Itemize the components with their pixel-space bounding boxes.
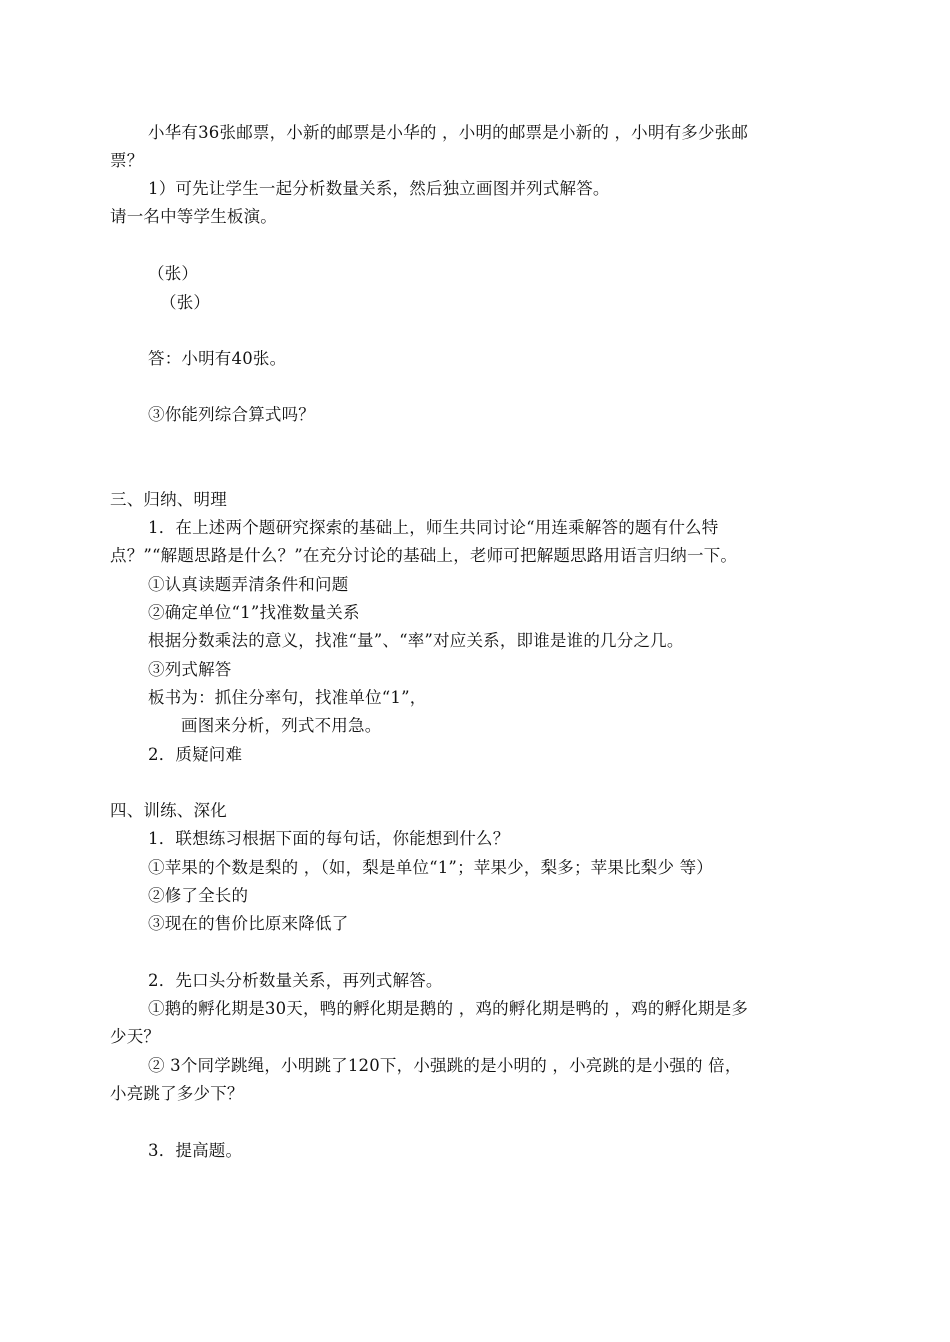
association-item-2: ②修了全长的 (148, 886, 249, 905)
hatching-problem-line-2: 少天？ (110, 1027, 161, 1046)
jump-rope-problem-line-1: ② 3个同学跳绳，小明跳了120下，小强跳的是小明的 ，小亮跳的是小强的 倍， (148, 1056, 742, 1075)
fraction-meaning-text: 根据分数乘法的意义，找准“量”、“率”对应关系，即谁是谁的几分之几。 (148, 631, 684, 650)
association-item-3: ③现在的售价比原来降低了 (148, 914, 349, 933)
problem-stamps-line-2: 票？ (110, 151, 144, 170)
section-3-item-1-line-1: 1．在上述两个题研究探索的基础上，师生共同讨论“用连乘解答的题有什么特 (148, 518, 719, 537)
problem-stamps-line-1: 小华有36张邮票，小新的邮票是小华的 ，小明的邮票是小新的 ，小明有多少张邮 (148, 123, 749, 142)
step-formula: ③列式解答 (148, 660, 232, 679)
answer-text: 答：小明有40张。 (148, 349, 287, 368)
calc-unit-2: （张） (160, 293, 211, 312)
section-3-item-1-line-2: 点？”“解题思路是什么？”在充分讨论的基础上，老师可把解题思路用语言归纳一下。 (110, 546, 738, 565)
section-4-item-2: 2．先口头分析数量关系，再列式解答。 (148, 971, 443, 990)
section-4-item-3: 3．提高题。 (148, 1141, 243, 1160)
board-demo-text: 请一名中等学生板演。 (110, 207, 277, 226)
combined-formula-question: ③你能列综合算式吗？ (148, 405, 315, 424)
association-item-1: ①苹果的个数是梨的 ，（如，梨是单位“1”；苹果少，梨多；苹果比梨少 等） (148, 858, 714, 877)
step-read-problem: ①认真读题弄清条件和问题 (148, 575, 349, 594)
section-4-heading: 四、训练、深化 (110, 801, 227, 820)
section-4-item-1: 1．联想练习根据下面的每句话，你能想到什么？ (148, 829, 510, 848)
step-unit-one: ②确定单位“1”找准数量关系 (148, 603, 360, 622)
blackboard-line-1: 板书为：抓住分率句，找准单位“1”， (148, 688, 427, 707)
jump-rope-problem-line-2: 小亮跳了多少下？ (110, 1084, 244, 1103)
step-1-text: 1）可先让学生一起分析数量关系，然后独立画图并列式解答。 (148, 179, 610, 198)
hatching-problem-line-1: ①鹅的孵化期是30天，鸭的孵化期是鹅的 ，鸡的孵化期是鸭的 ，鸡的孵化期是多 (148, 999, 749, 1018)
section-3-heading: 三、归纳、明理 (110, 490, 227, 509)
calc-unit-1: （张） (148, 264, 199, 283)
section-3-item-2: 2．质疑问难 (148, 745, 243, 764)
blackboard-line-2: 画图来分析，列式不用急。 (181, 716, 382, 735)
